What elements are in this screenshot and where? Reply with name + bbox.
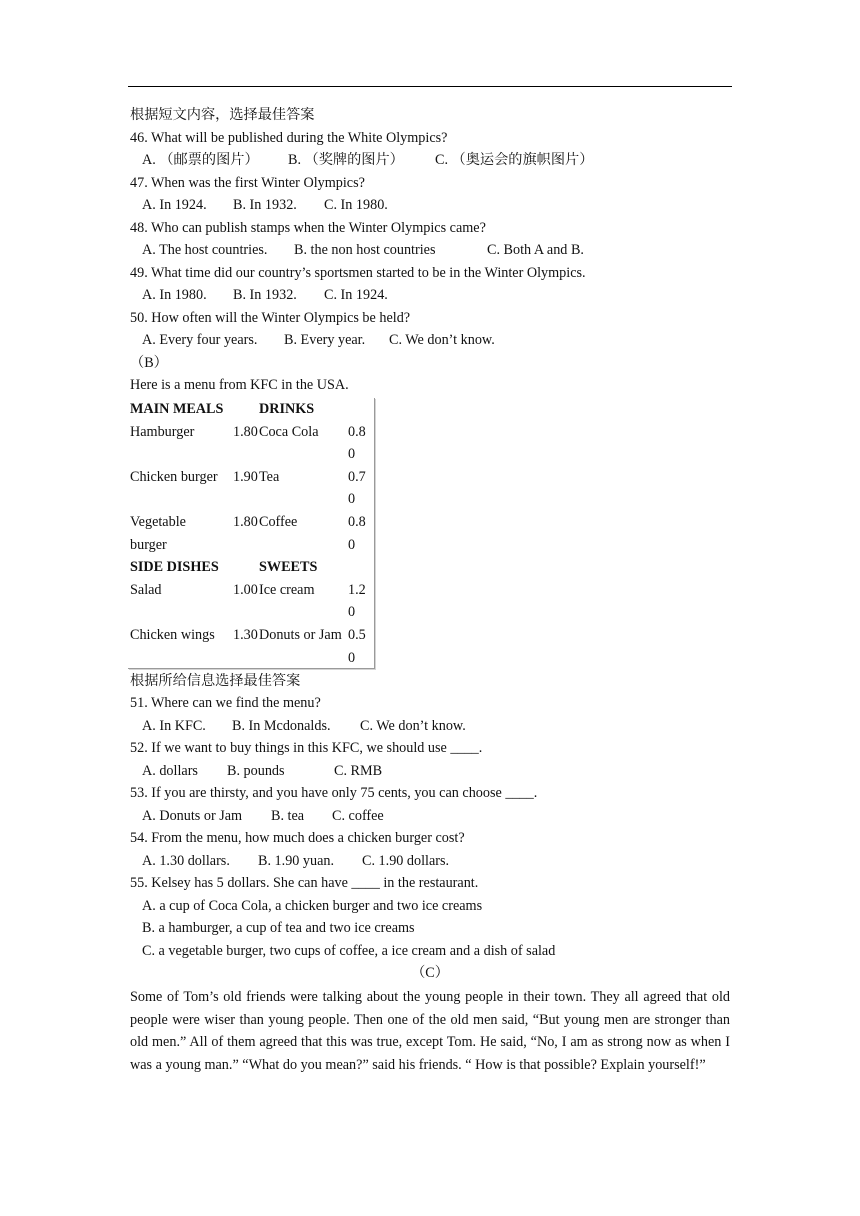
- menu-item-name: Chicken burger: [130, 468, 218, 485]
- question-51: 51. Where can we find the menu?: [130, 695, 321, 711]
- menu-sweet-name: Ice cream: [259, 581, 315, 598]
- option-c: C. 1.90 dollars.: [362, 853, 450, 869]
- option-a: A. Donuts or Jam: [142, 808, 243, 824]
- option-b: B. 1.90 yuan.: [258, 853, 335, 869]
- section-b-intro: Here is a menu from KFC in the USA.: [130, 377, 349, 393]
- menu-drink-name: Tea: [259, 468, 280, 485]
- menu-drink-price: 0.7: [348, 468, 366, 485]
- section-c-paragraph: Some of Tom’s old friends were talking about the young people in their town. They all agreed that old people were wiser than young people. Then one of the old men said, “But young men are stronger than old men.” All of them agreed that this was true, except Tom. He said, “No, I am as strong now as when I was a young man.” “What do you mean?” said his friends. “ How is that possible? Explain yourself!”: [130, 989, 730, 1073]
- option-b: B. tea: [271, 808, 305, 824]
- question-49: 49. What time did our country’s sportsmen started to be in the Winter Olympics.: [130, 265, 586, 281]
- option-a: A. In 1924.: [142, 197, 207, 213]
- question-50: 50. How often will the Winter Olympics be held?: [130, 310, 411, 326]
- option-b: B. In Mcdonalds.: [232, 718, 331, 734]
- menu-item-name: Vegetable: [130, 514, 186, 530]
- menu-sweet-price-wrap: 0: [348, 604, 356, 621]
- menu-drink-name: Coffee: [259, 514, 298, 530]
- menu-drink-price: 0.8: [348, 423, 366, 440]
- option-b: B. （奖牌的图片）: [288, 152, 404, 168]
- question-55: 55. Kelsey has 5 dollars. She can have ____ in the restaurant.: [130, 875, 479, 891]
- option-c: C. We don’t know.: [360, 718, 466, 734]
- menu-header-drinks: DRINKS: [259, 401, 315, 417]
- menu-drink-price-wrap: 0: [348, 536, 356, 553]
- option-b: B. a hamburger, a cup of tea and two ice creams: [142, 920, 415, 936]
- option-a: A. a cup of Coca Cola, a chicken burger and two ice creams: [142, 898, 483, 914]
- menu-sweet-price-wrap: 0: [348, 649, 356, 666]
- option-a: A. （邮票的图片）: [142, 152, 259, 168]
- question-52: 52. If we want to buy things in this KFC, we should use ____.: [130, 740, 483, 756]
- menu-header-main-meals: MAIN MEALS: [130, 401, 224, 417]
- option-b: B. Every year.: [284, 332, 366, 348]
- option-c: C. （奥运会的旗帜图片）: [435, 152, 594, 168]
- option-c: C. We don’t know.: [389, 332, 495, 348]
- menu-item-name-wrap: burger: [130, 536, 167, 553]
- option-b: B. In 1932.: [233, 287, 297, 303]
- menu-drink-price: 0.8: [348, 514, 366, 530]
- menu-header-sweets: SWEETS: [259, 559, 318, 576]
- option-c: C. RMB: [334, 763, 383, 779]
- menu-drink-name: Coca Cola: [259, 423, 319, 440]
- question-48: 48. Who can publish stamps when the Winter Olympics came?: [130, 220, 486, 236]
- menu-item-name: Hamburger: [130, 423, 195, 440]
- option-c: C. In 1980.: [324, 197, 388, 213]
- option-b: B. the non host countries: [294, 242, 436, 258]
- option-c: C. In 1924.: [324, 287, 388, 303]
- menu-sweet-price: 1.2: [348, 581, 366, 598]
- option-a: A. Every four years.: [142, 332, 258, 348]
- header-rule: [128, 86, 732, 87]
- question-47: 47. When was the first Winter Olympics?: [130, 175, 365, 191]
- menu-item-price: 1.80: [233, 514, 258, 530]
- menu-item-name: Salad: [130, 581, 162, 598]
- option-a: A. In KFC.: [142, 718, 206, 734]
- option-a: A. 1.30 dollars.: [142, 853, 230, 869]
- menu-item-price: 1.80: [233, 423, 258, 440]
- option-c: C. coffee: [332, 808, 384, 824]
- menu-item-price: 1.30: [233, 627, 258, 643]
- option-c: C. a vegetable burger, two cups of coffee, a ice cream and a dish of salad: [142, 943, 556, 959]
- menu-item-name: Chicken wings: [130, 627, 215, 643]
- section-b-instruction: 根据所给信息选择最佳答案: [130, 673, 301, 689]
- section-c-label: （C）: [411, 965, 449, 981]
- menu-sweet-name: Donuts or Jam: [259, 627, 342, 643]
- option-a: A. The host countries.: [142, 242, 268, 258]
- menu-drink-price-wrap: 0: [348, 446, 356, 463]
- option-b: B. pounds: [227, 763, 285, 779]
- option-a: A. In 1980.: [142, 287, 207, 303]
- option-b: B. In 1932.: [233, 197, 297, 213]
- menu-sweet-price: 0.5: [348, 627, 366, 643]
- question-46: 46. What will be published during the White Olympics?: [130, 130, 448, 146]
- menu-item-price: 1.90: [233, 468, 258, 485]
- section-a-instruction: 根据短文内容，选择最佳答案: [130, 107, 315, 123]
- option-c: C. Both A and B.: [487, 242, 584, 258]
- option-a: A. dollars: [142, 763, 198, 779]
- question-53: 53. If you are thirsty, and you have only 75 cents, you can choose ____.: [130, 785, 538, 801]
- menu-header-side-dishes: SIDE DISHES: [130, 559, 219, 576]
- section-b-label: （B）: [130, 355, 168, 371]
- kfc-menu-table: [128, 398, 375, 669]
- menu-item-price: 1.00: [233, 581, 258, 598]
- question-54: 54. From the menu, how much does a chicken burger cost?: [130, 830, 465, 846]
- menu-drink-price-wrap: 0: [348, 491, 356, 508]
